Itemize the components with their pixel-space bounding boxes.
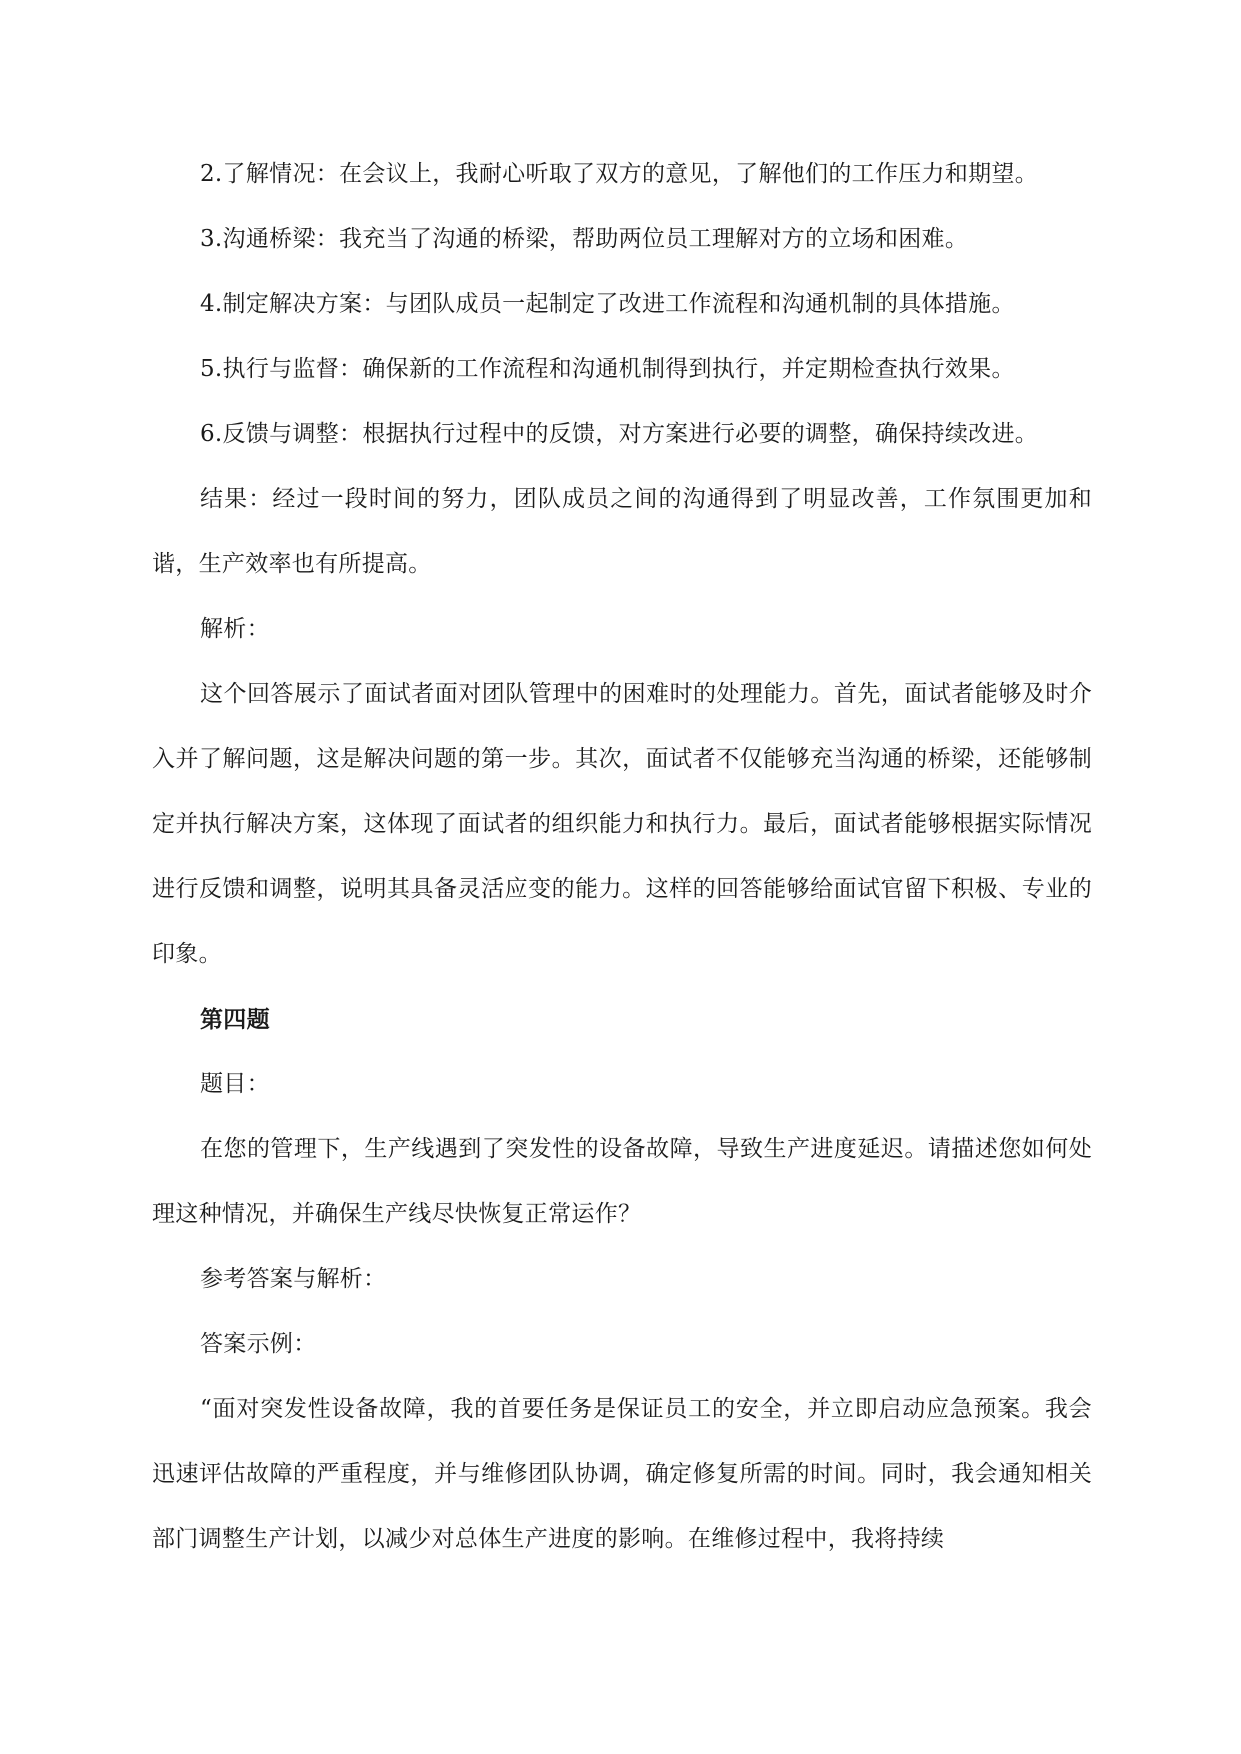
analysis-paragraph: 这个回答展示了面试者面对团队管理中的困难时的处理能力。首先，面试者能够及时介入并了解问题，这是解决问题的第一步。其次，面试者不仅能够充当沟通的桥梁，还能够制定并执行解决方案，这体现了面试者的组织能力和执行力。最后，面试者能够根据实际情况进行反馈和调整，说明其具备灵活应变的能力。这样的回答能够给面试官留下积极、专业的印象。 — [152, 681, 1092, 967]
reference-answer-label: 参考答案与解析： — [200, 1266, 387, 1292]
step-2-paragraph: 2.了解情况：在会议上，我耐心听取了双方的意见，了解他们的工作压力和期望。 — [200, 161, 1039, 187]
answer-example-paragraph: “面对突发性设备故障，我的首要任务是保证员工的安全，并立即启动应急预案。我会迅速评估故障的严重程度，并与维修团队协调，确定修复所需的时间。同时，我会通知相关部门调整生产计划，以减少对总体生产进度的影响。在维修过程中，我将持续 — [152, 1396, 1092, 1552]
step-4-paragraph: 4.制定解决方案：与团队成员一起制定了改进工作流程和沟通机制的具体措施。 — [200, 291, 1015, 317]
answer-example-label: 答案示例： — [200, 1331, 317, 1357]
result-paragraph: 结果：经过一段时间的努力，团队成员之间的沟通得到了明显改善，工作氛围更加和谐，生产效率也有所提高。 — [152, 486, 1092, 577]
analysis-heading: 解析： — [200, 616, 270, 642]
step-6-paragraph: 6.反馈与调整：根据执行过程中的反馈，对方案进行必要的调整，确保持续改进。 — [200, 421, 1039, 447]
step-5-paragraph: 5.执行与监督：确保新的工作流程和沟通机制得到执行，并定期检查执行效果。 — [200, 356, 1015, 382]
question-paragraph: 在您的管理下，生产线遇到了突发性的设备故障，导致生产进度延迟。请描述您如何处理这种情况，并确保生产线尽快恢复正常运作？ — [152, 1136, 1092, 1227]
step-3-paragraph: 3.沟通桥梁：我充当了沟通的桥梁，帮助两位员工理解对方的立场和困难。 — [200, 226, 969, 252]
question-4-heading: 第四题 — [200, 1006, 270, 1033]
question-label: 题目： — [200, 1071, 270, 1097]
document-body — [152, 142, 1092, 1572]
